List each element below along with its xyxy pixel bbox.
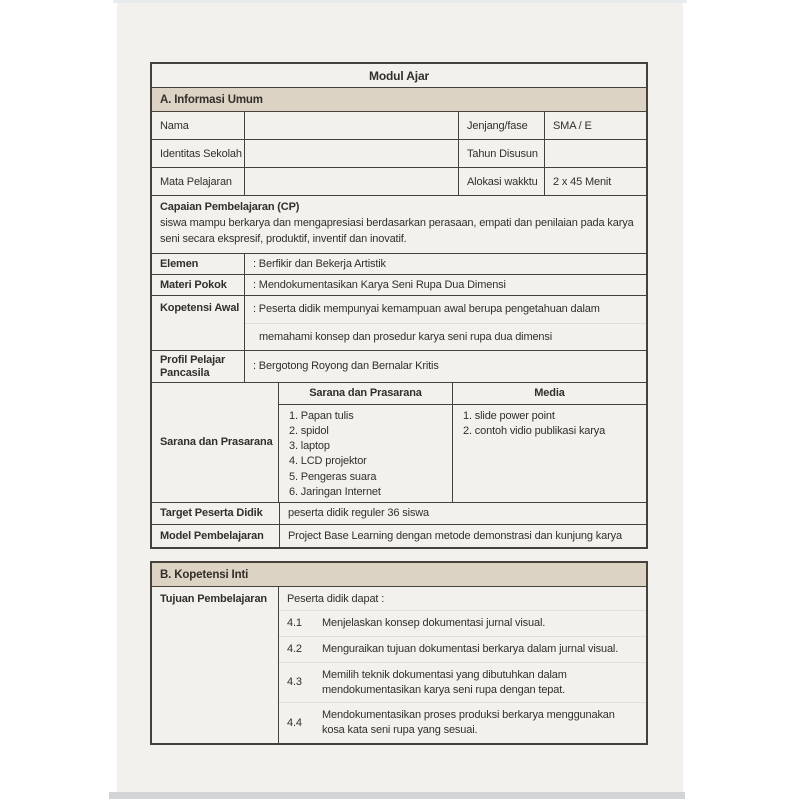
sarana-item: 1. Papan tulis xyxy=(289,409,354,422)
detail-label: Profil Pelajar Pancasila xyxy=(160,353,226,380)
sarana-item: 4. LCD projektor xyxy=(289,455,367,468)
document-title: Modul Ajar xyxy=(152,64,646,88)
detail-value: : Bergotong Royong dan Bernalar Kritis xyxy=(244,351,646,382)
info-label: Mata Pelajaran xyxy=(160,175,232,188)
detail-value: : Mendokumentasikan Karya Seni Rupa Dua Dimensi xyxy=(244,275,646,295)
detail-label: Materi Pokok xyxy=(160,278,227,291)
row-label: Target Peserta Didik xyxy=(160,507,263,520)
info-value xyxy=(244,168,458,195)
media-column-header: Media xyxy=(452,383,646,404)
sarana-item: 2. spidol xyxy=(289,424,329,437)
capaian-pembelajaran-block xyxy=(152,196,646,254)
sarana-subtable-header xyxy=(279,383,646,405)
kopetensi-value xyxy=(244,296,646,350)
objective-item xyxy=(279,702,646,743)
row-value: peserta didik reguler 36 siswa xyxy=(279,503,646,524)
objective-number: 4.3 xyxy=(287,676,302,689)
info-value xyxy=(244,140,458,167)
cp-title: Capaian Pembelajaran (CP) xyxy=(160,201,300,213)
info-row-nama xyxy=(152,112,646,140)
info-value xyxy=(244,112,458,139)
cp-body: siswa mampu berkarya dan mengapresiasi berdasarkan perasaan, empati dan penilaian pada karya seni secara ekspresif, produktif, inventif dan inovatif. xyxy=(160,216,634,245)
info-value-2: SMA / E xyxy=(544,112,646,139)
objective-number: 4.1 xyxy=(287,617,302,629)
kopetensi-line-1: : Peserta didik mempunyai kemampuan awal berupa pengetahuan dalam xyxy=(245,296,646,324)
tujuan-intro: Peserta didik dapat : xyxy=(287,592,385,605)
detail-label: Kopetensi Awal xyxy=(160,301,240,314)
detail-row-elemen xyxy=(152,254,646,275)
objective-number: 4.2 xyxy=(287,642,302,655)
sarana-list xyxy=(279,405,452,502)
info-value-2: 2 x 45 Menit xyxy=(544,168,646,195)
tujuan-pembelajaran-row xyxy=(152,587,646,743)
objective-item xyxy=(279,610,646,636)
section-b-header: B. Kopetensi Inti xyxy=(152,563,646,587)
sarana-item: 6. Jaringan Internet xyxy=(289,485,381,498)
table-kopetensi-inti xyxy=(150,561,648,745)
media-list xyxy=(452,405,646,502)
sarana-row-label: Sarana dan Prasarana xyxy=(152,383,279,502)
table-informasi-umum xyxy=(150,62,648,549)
sarana-subtable-body xyxy=(279,405,646,502)
target-peserta-didik-row xyxy=(152,503,646,525)
info-label: Identitas Sekolah xyxy=(160,147,242,160)
info-label: Nama xyxy=(160,119,189,132)
info-label-2: Alokasi wakktu xyxy=(458,168,544,195)
detail-row-profil-pelajar xyxy=(152,351,646,383)
objective-text: Menguraikan tujuan dokumentasi berkarya dalam jurnal visual. xyxy=(322,642,619,655)
detail-label: Elemen xyxy=(160,257,199,270)
row-value: Project Base Learning dengan metode demonstrasi dan kunjung karya xyxy=(279,525,646,547)
tujuan-label: Tujuan Pembelajaran xyxy=(152,587,279,743)
detail-value: : Berfikir dan Bekerja Artistik xyxy=(244,254,646,274)
detail-row-materi-pokok xyxy=(152,275,646,296)
info-row-mata-pelajaran xyxy=(152,168,646,196)
objective-item xyxy=(279,636,646,662)
info-value-2 xyxy=(544,140,646,167)
tujuan-content xyxy=(279,587,646,743)
objective-text: Menjelaskan konsep dokumentasi jurnal visual. xyxy=(322,617,546,629)
sarana-item: 3. laptop xyxy=(289,440,330,453)
document-page xyxy=(117,2,683,792)
detail-row-kopetensi-awal xyxy=(152,296,646,351)
media-item: 2. contoh vidio publikasi karya xyxy=(463,424,606,437)
model-pembelajaran-row xyxy=(152,525,646,547)
kopetensi-line-2: memahami konsep dan prosedur karya seni rupa dua dimensi xyxy=(259,330,553,343)
objective-item xyxy=(279,662,646,703)
sarana-column-header: Sarana dan Prasarana xyxy=(309,387,422,400)
objective-text: Mendokumentasikan proses produksi berkarya menggunakan kosa kata seni rupa yang sesuai. xyxy=(322,709,615,737)
objective-number: 4.4 xyxy=(287,716,302,729)
media-item: 1. slide power point xyxy=(463,409,555,422)
sarana-prasarana-row xyxy=(152,383,646,503)
info-row-identitas-sekolah xyxy=(152,140,646,168)
objective-text: Memilih teknik dokumentasi yang dibutuhkan dalam mendokumentasikan karya seni rupa dengan tepat. xyxy=(322,668,567,696)
sarana-item: 5. Pengeras suara xyxy=(289,470,377,483)
info-label-2: Jenjang/fase xyxy=(458,112,544,139)
info-label-2: Tahun Disusun xyxy=(458,140,544,167)
sarana-subtable xyxy=(279,383,646,502)
section-a-header: A. Informasi Umum xyxy=(152,88,646,112)
row-label: Model Pembelajaran xyxy=(160,529,264,542)
